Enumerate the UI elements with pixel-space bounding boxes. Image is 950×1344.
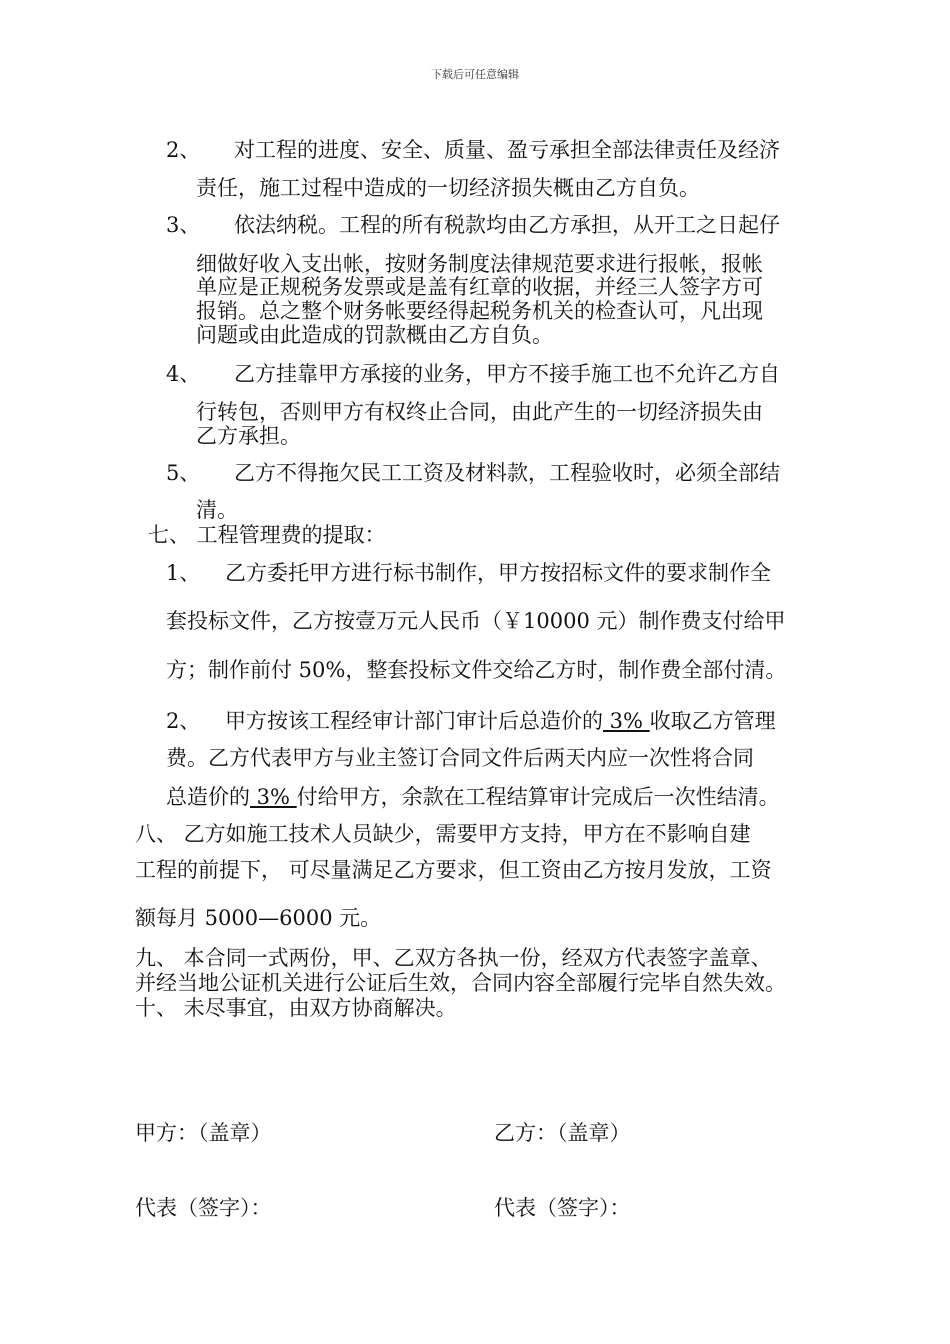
section-7-item-1-line-1	[166, 560, 771, 586]
party-b-seal: 乙方：（盖章）	[494, 1121, 631, 1145]
section-7-item-2-line-1	[166, 708, 776, 734]
clause-3-number: 3、	[166, 213, 201, 237]
section-7-heading: 七、 工程管理费的提取：	[148, 523, 386, 547]
clause-4-line-1	[166, 361, 780, 387]
section-7-item-2-number: 2、	[166, 709, 201, 733]
clause-2-line-1	[166, 137, 780, 163]
section-9-line-2: 并经当地公证机关进行公证后生效，合同内容全部履行完毕自然失效。	[135, 971, 786, 995]
clause-4-line-3: 乙方承担。	[196, 424, 301, 448]
section-7-item-1-line-2: 套投标文件，乙方按壹万元人民币（￥10000 元）制作费支付给甲	[166, 609, 786, 633]
section-7-item-2-line-2: 费。乙方代表甲方与业主签订合同文件后两天内应一次性将合同	[166, 746, 754, 770]
section-7-item-2-line-3	[166, 784, 780, 810]
party-a-representative: 代表（签字）：	[135, 1196, 272, 1220]
clause-3-line-3: 单应是正规税务发票或是盖有红章的收据，并经三人签字方可	[196, 275, 763, 299]
section-8-line-2: 工程的前提下， 可尽量满足乙方要求，但工资由乙方按月发放，工资	[135, 858, 772, 882]
party-a-seal: 甲方：（盖章）	[135, 1121, 272, 1145]
clause-4-number: 4、	[166, 362, 201, 386]
clause-2-line-2: 责任，施工过程中造成的一切经济损失概由乙方自负。	[196, 176, 700, 200]
clause-3-line-4: 报销。总之整个财务帐要经得起税务机关的检查认可，凡出现	[196, 299, 763, 323]
clause-3-line-1	[166, 212, 780, 238]
party-b-representative: 代表（签字）：	[494, 1196, 631, 1220]
section-7-item-2-text-c: 总造价的	[166, 785, 250, 809]
section-7-item-2-text-d: 付给甲方，余款在工程结算审计完成后一次性结清。	[296, 785, 780, 809]
section-7-item-1-text: 乙方委托甲方进行标书制作，甲方按招标文件的要求制作全	[225, 561, 771, 585]
clause-5-line-2: 清。	[196, 498, 238, 522]
clause-3-text: 依法纳税。工程的所有税款均由乙方承担，从开工之日起仔	[234, 213, 780, 237]
section-10-line-1: 十、 未尽事宜，由双方协商解决。	[135, 996, 457, 1020]
section-8-line-3: 额每月 5000—6000 元。	[135, 906, 382, 930]
clause-2-text: 对工程的进度、安全、质量、盈亏承担全部法律责任及经济	[234, 138, 780, 162]
section-8-line-1: 八、 乙方如施工技术人员缺少，需要甲方支持，甲方在不影响自建	[135, 822, 751, 846]
section-7-item-1-number: 1、	[166, 561, 201, 585]
clause-5-line-1	[166, 460, 780, 486]
clause-4-text: 乙方挂靠甲方承接的业务，甲方不接手施工也不允许乙方自	[234, 362, 780, 386]
clause-5-number: 5、	[166, 461, 201, 485]
section-7-item-2-text-a: 甲方按该工程经审计部门审计后总造价的	[225, 709, 603, 733]
management-fee-rate: 3%	[603, 709, 650, 733]
clause-3-line-2: 细做好收入支出帐，按财务制度法律规范要求进行报帐，报帐	[196, 252, 763, 276]
page-header-note: 下载后可任意编辑	[431, 68, 519, 81]
section-7-item-2-text-b: 收取乙方管理	[649, 709, 776, 733]
section-7-item-1-line-3: 方；制作前付 50%，整套投标文件交给乙方时，制作费全部付清。	[166, 658, 787, 682]
clause-5-text: 乙方不得拖欠民工工资及材料款，工程验收时，必须全部结	[234, 461, 780, 485]
clause-2-number: 2、	[166, 138, 201, 162]
clause-3-line-5: 问题或由此造成的罚款概由乙方自负。	[196, 323, 553, 347]
clause-4-line-2: 行转包，否则甲方有权终止合同，由此产生的一切经济损失由	[196, 400, 763, 424]
payment-rate: 3%	[250, 785, 297, 809]
section-9-line-1: 九、 本合同一式两份，甲、乙双方各执一份，经双方代表签字盖章、	[135, 946, 772, 970]
